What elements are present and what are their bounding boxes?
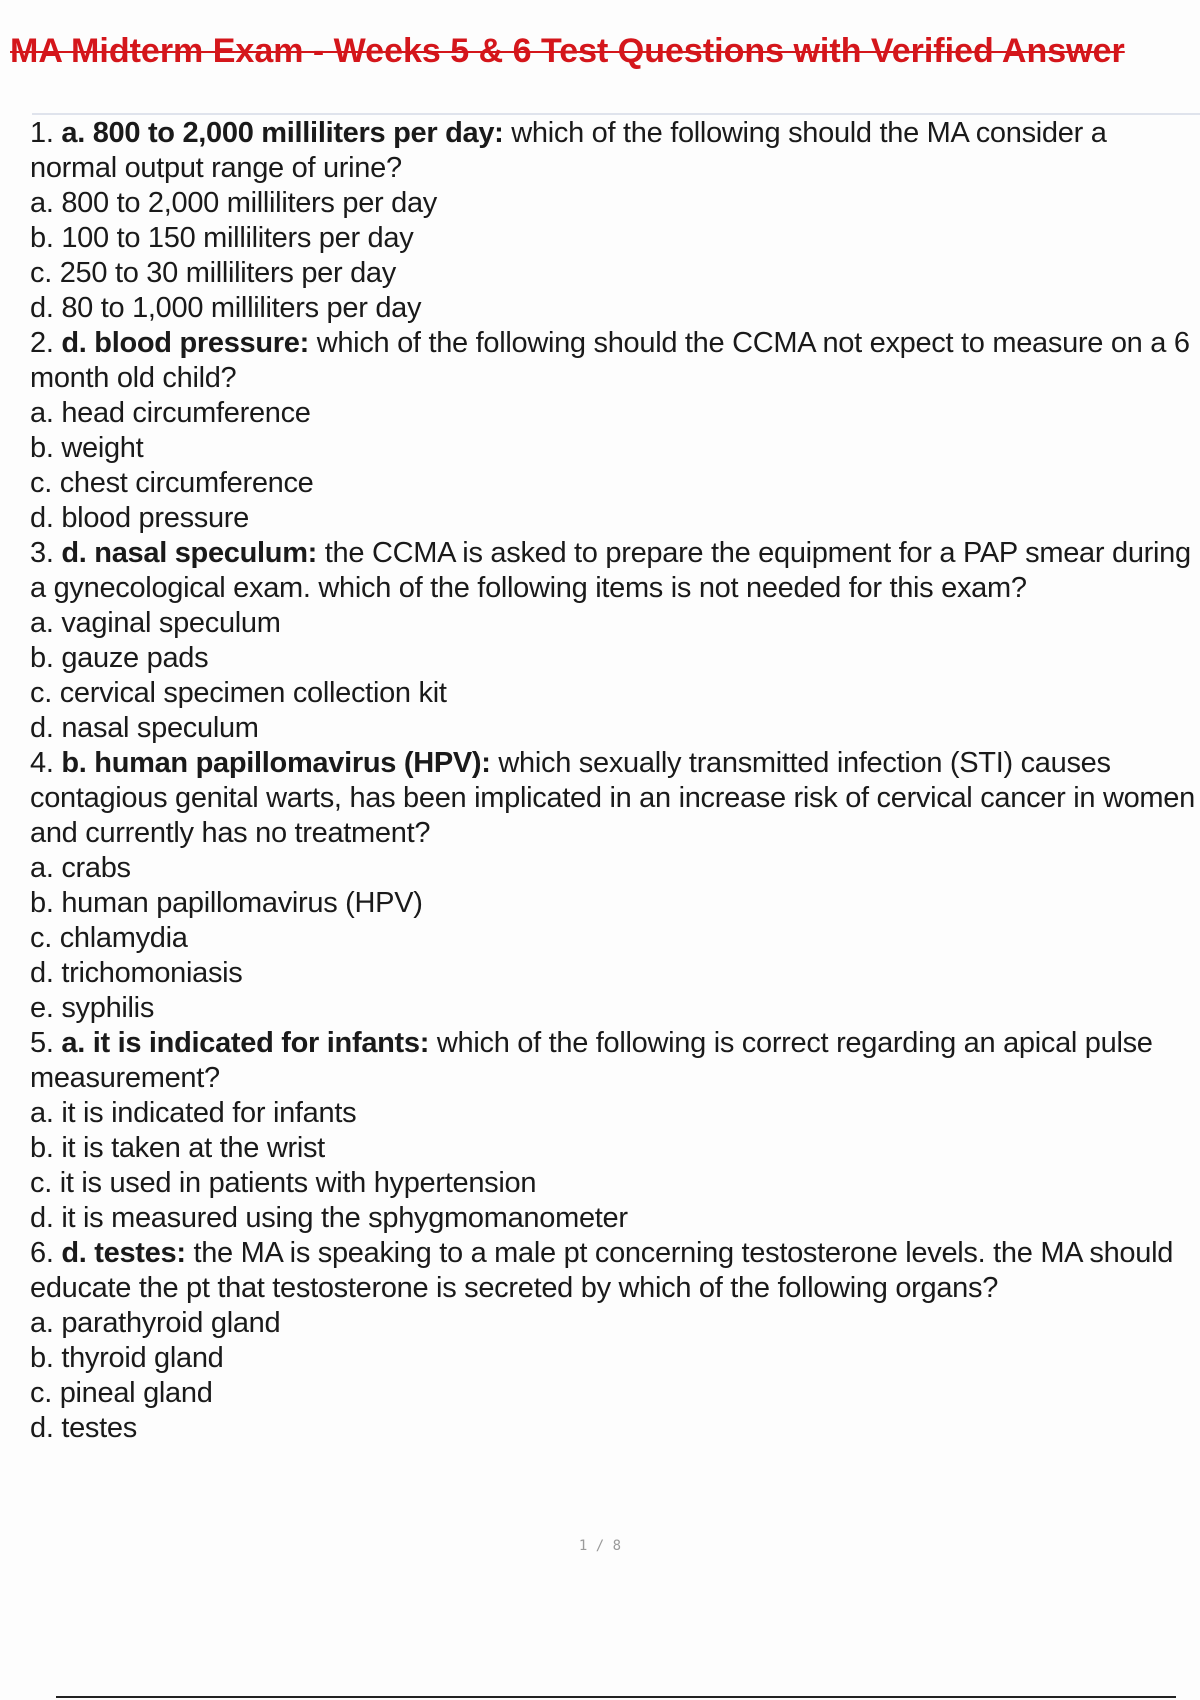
question-text: the MA is speaking to a male pt concerning testosterone levels. the MA should educate the pt that testosterone is secreted by which of the following organs? [30,1237,1174,1304]
correct-answer: d. nasal speculum: [61,537,318,569]
question-item [30,1236,1200,1446]
question-number: 5. [30,1027,54,1059]
question-item [30,1026,1200,1236]
correct-answer: b. human papillomavirus (HPV): [61,747,491,779]
question-stem [30,1026,1200,1096]
answer-option: b. it is taken at the wrist [30,1132,325,1164]
page-number: 1 / 8 [578,1538,622,1554]
answer-option: d. it is measured using the sphygmomanometer [30,1202,628,1234]
question-number: 3. [30,537,54,569]
question-list [30,116,1200,1446]
answer-option: c. chlamydia [30,922,188,954]
answer-option: a. it is indicated for infants [30,1097,357,1129]
answer-options [30,1096,1200,1236]
answer-option: b. human papillomavirus (HPV) [30,887,423,919]
answer-option: b. thyroid gland [30,1342,224,1374]
correct-answer: d. blood pressure: [61,327,309,359]
question-text: which of the following is correct regarding an apical pulse measurement? [30,1027,1153,1094]
question-stem [30,536,1200,606]
question-item [30,116,1200,326]
question-stem [30,116,1200,186]
question-text: the CCMA is asked to prepare the equipment for a PAP smear during a gynecological exam. which of the following items is not needed for this exam? [30,537,1191,604]
answer-option: c. 250 to 30 milliliters per day [30,257,396,289]
question-item [30,536,1200,746]
title-divider [32,113,1200,115]
answer-option: d. trichomoniasis [30,957,243,989]
answer-option: c. chest circumference [30,467,314,499]
correct-answer: d. testes: [61,1237,186,1269]
question-stem [30,1236,1200,1306]
answer-option: d. 80 to 1,000 milliliters per day [30,292,422,324]
answer-options [30,1306,1200,1446]
answer-option: b. weight [30,432,144,464]
correct-answer: a. 800 to 2,000 milliliters per day: [61,117,504,149]
question-number: 4. [30,747,54,779]
question-stem [30,746,1200,851]
question-item [30,746,1200,1026]
answer-option: c. it is used in patients with hypertension [30,1167,537,1199]
answer-option: a. crabs [30,852,131,884]
answer-option: d. nasal speculum [30,712,259,744]
answer-option: b. 100 to 150 milliliters per day [30,222,414,254]
answer-option: d. testes [30,1412,137,1444]
answer-option: c. pineal gland [30,1377,213,1409]
answer-option: c. cervical specimen collection kit [30,677,447,709]
question-number: 1. [30,117,54,149]
answer-options [30,851,1200,1026]
question-text: which sexually transmitted infection (STI) causes contagious genital warts, has been implicated in an increase risk of cervical cancer in women and currently has no treatment? [30,747,1195,849]
footer-divider [56,1696,1176,1698]
answer-option: a. head circumference [30,397,311,429]
question-number: 6. [30,1237,54,1269]
answer-option: b. gauze pads [30,642,209,674]
answer-option: e. syphilis [30,992,155,1024]
correct-answer: a. it is indicated for infants: [61,1027,430,1059]
question-text: which of the following should the MA consider a normal output range of urine? [30,117,1107,184]
answer-option: d. blood pressure [30,502,249,534]
question-stem [30,326,1200,396]
answer-option: a. parathyroid gland [30,1307,281,1339]
question-text: which of the following should the CCMA not expect to measure on a 6 month old child? [30,327,1190,394]
answer-option: a. 800 to 2,000 milliliters per day [30,187,437,219]
answer-options [30,606,1200,746]
answer-options [30,396,1200,536]
question-item [30,326,1200,536]
answer-options [30,186,1200,326]
answer-option: a. vaginal speculum [30,607,281,639]
question-number: 2. [30,327,54,359]
document-title: MA Midterm Exam - Weeks 5 & 6 Test Questions with Verified Answer [10,32,1125,70]
